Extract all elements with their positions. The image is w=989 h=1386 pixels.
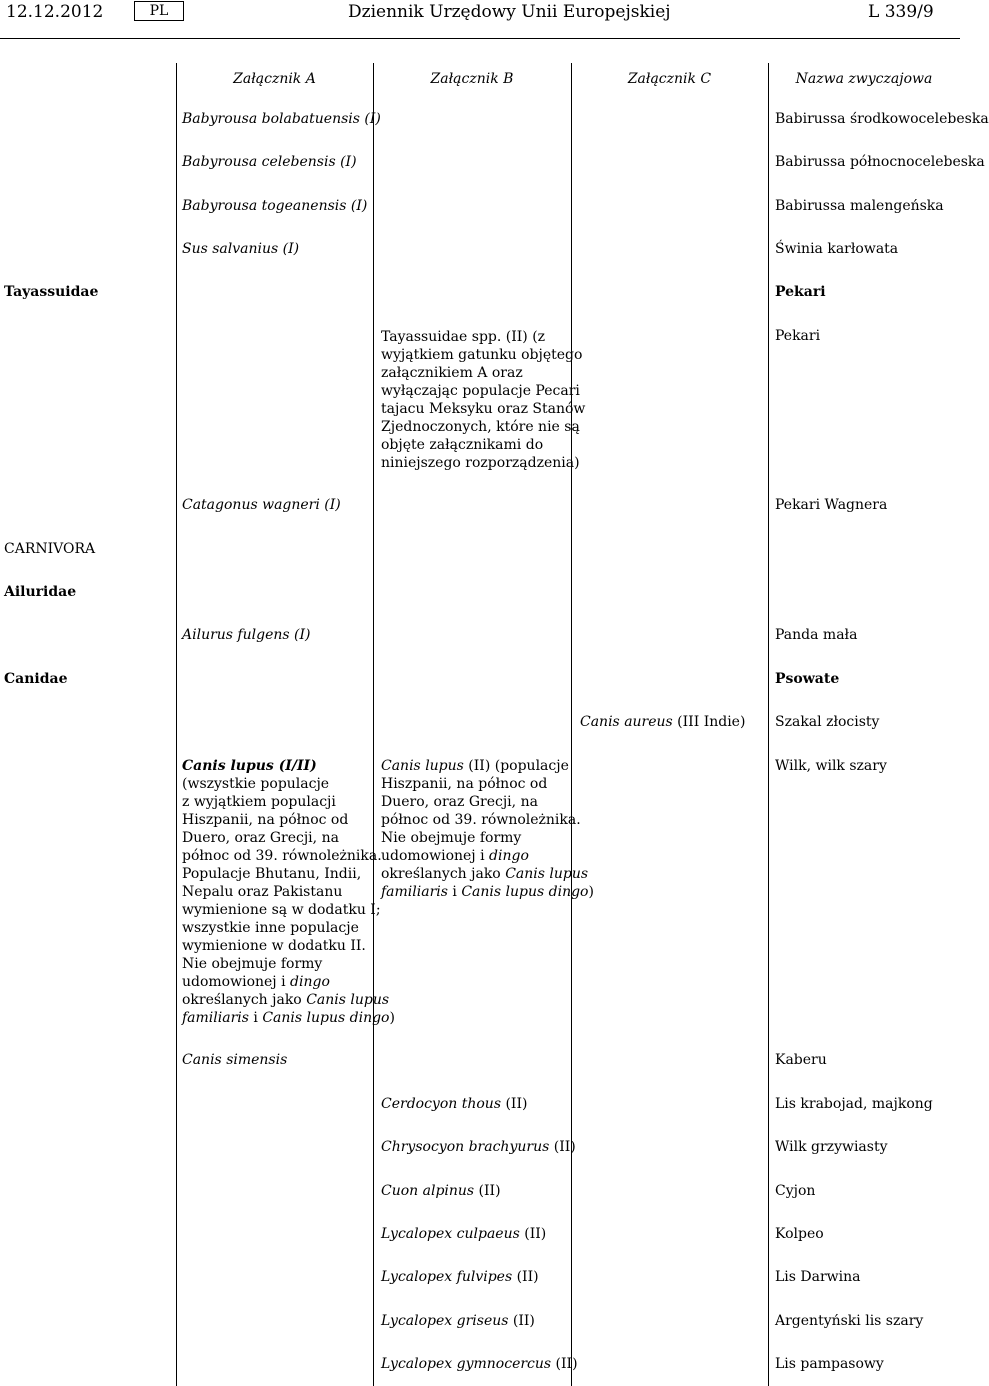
common-name: Wilk grzywiasty xyxy=(775,1139,888,1155)
entry-title: Canis lupus (I/II) xyxy=(182,758,317,774)
column-divider xyxy=(176,63,177,1386)
text-line: (wszystkie populacje xyxy=(182,776,330,792)
annex-b-entry: Lycalopex culpaeus (II) xyxy=(381,1226,547,1242)
common-name: Kolpeo xyxy=(775,1226,824,1242)
page-header xyxy=(0,0,960,30)
language-badge: PL xyxy=(134,1,184,21)
text-line: Duero, oraz Grecji, na xyxy=(182,830,339,846)
annex-a-entry: Canis simensis xyxy=(182,1052,288,1068)
text-line: północ od 39. równoleżnika. xyxy=(381,812,581,828)
text-line: Zjednoczonych, które nie są xyxy=(381,419,580,435)
family-heading: Canidae xyxy=(4,671,68,687)
text-line: wyjątkiem gatunku objętego xyxy=(381,347,583,363)
common-name: Babirussa środkowocelebeska xyxy=(775,111,989,127)
common-name: Babirussa malengeńska xyxy=(775,198,944,214)
text-line: tajacu Meksyku oraz Stanów xyxy=(381,401,586,417)
annex-a-entry: Babyrousa togeanensis (I) xyxy=(182,198,368,214)
common-name: Cyjon xyxy=(775,1183,816,1199)
common-name: Wilk, wilk szary xyxy=(775,758,887,774)
annex-b-entry-canis-lupus xyxy=(381,757,594,901)
annex-a-entry: Babyrousa bolabatuensis (I) xyxy=(182,111,381,127)
text-line: niniejszego rozporządzenia) xyxy=(381,455,580,471)
family-common-name: Psowate xyxy=(775,671,840,687)
text-line: objęte załącznikami do xyxy=(381,437,544,453)
order-heading: CARNIVORA xyxy=(4,541,96,557)
family-common-name: Pekari xyxy=(775,284,826,300)
annex-c-entry xyxy=(580,713,745,731)
header-rule xyxy=(0,38,960,39)
text-line: określanych jako Canis lupus xyxy=(381,866,589,882)
text-line: określanych jako Canis lupus xyxy=(182,992,390,1008)
annex-b-entry: Chrysocyon brachyurus (II) xyxy=(381,1139,576,1155)
text-line: wymienione są w dodatku I; xyxy=(182,902,381,918)
column-divider xyxy=(571,63,572,1386)
page-reference: L 339/9 xyxy=(868,2,934,22)
text-line: Duero, oraz Grecji, na xyxy=(381,794,538,810)
common-name: Babirussa północnocelebeska xyxy=(775,154,985,170)
text-line: wyłączając populacje Pecari xyxy=(381,383,580,399)
text-line: Nepalu oraz Pakistanu xyxy=(182,884,343,900)
text-line: załącznikiem A oraz xyxy=(381,365,523,381)
annex-b-entry: Lycalopex gymnocercus (II) xyxy=(381,1356,578,1372)
column-divider xyxy=(768,63,769,1386)
text-line: Canis lupus (II) (populacje xyxy=(381,758,569,774)
journal-title: Dziennik Urzędowy Unii Europejskiej xyxy=(348,2,671,22)
text-line: Nie obejmuje formy xyxy=(182,956,323,972)
text-line: familiaris i Canis lupus dingo) xyxy=(182,1010,395,1026)
common-name: Argentyński lis szary xyxy=(775,1313,924,1329)
column-header-annex-a: Załącznik A xyxy=(233,71,316,87)
annex-c-entry-text: Canis aureus (III Indie) xyxy=(580,714,746,730)
annex-b-entry: Cuon alpinus (II) xyxy=(381,1183,501,1199)
common-name: Lis Darwina xyxy=(775,1269,861,1285)
common-name: Świnia karłowata xyxy=(775,241,899,257)
common-name: Pekari xyxy=(775,328,821,344)
publication-date: 12.12.2012 xyxy=(6,2,104,22)
common-name: Lis krabojad, majkong xyxy=(775,1096,933,1112)
common-name: Panda mała xyxy=(775,627,858,643)
column-header-common-name: Nazwa zwyczajowa xyxy=(795,71,933,87)
annex-a-entry: Catagonus wagneri (I) xyxy=(182,497,341,513)
annex-b-entry: Lycalopex griseus (II) xyxy=(381,1313,535,1329)
text-line: Tayassuidae spp. (II) (z xyxy=(381,329,546,345)
annex-b-entry: Lycalopex fulvipes (II) xyxy=(381,1269,539,1285)
text-line: wymienione w dodatku II. xyxy=(182,938,366,954)
text-line: wszystkie inne populacje xyxy=(182,920,359,936)
common-name: Lis pampasowy xyxy=(775,1356,884,1372)
text-line: udomowionej i dingo xyxy=(381,848,529,864)
common-name: Szakal złocisty xyxy=(775,714,880,730)
column-header-annex-c: Załącznik C xyxy=(627,71,712,87)
annex-b-entry: Cerdocyon thous (II) xyxy=(381,1096,528,1112)
family-heading: Ailuridae xyxy=(4,584,77,600)
text-line: północ od 39. równoleżnika. xyxy=(182,848,382,864)
text-line: Nie obejmuje formy xyxy=(381,830,522,846)
annex-a-entry-canis-lupus xyxy=(182,757,395,1027)
text-line: Populacje Bhutanu, Indii, xyxy=(182,866,362,882)
common-name: Kaberu xyxy=(775,1052,827,1068)
column-divider xyxy=(373,63,374,1386)
annex-b-entry-tayassuidae xyxy=(381,328,585,472)
column-header-annex-b: Załącznik B xyxy=(430,71,514,87)
common-name: Pekari Wagnera xyxy=(775,497,888,513)
annex-a-entry: Sus salvanius (I) xyxy=(182,241,300,257)
annex-a-entry: Ailurus fulgens (I) xyxy=(182,627,311,643)
family-heading: Tayassuidae xyxy=(4,284,99,300)
text-line: familiaris i Canis lupus dingo) xyxy=(381,884,594,900)
text-line: z wyjątkiem populacji xyxy=(182,794,336,810)
annex-a-entry: Babyrousa celebensis (I) xyxy=(182,154,357,170)
text-line: Hiszpanii, na północ od xyxy=(182,812,349,828)
text-line: udomowionej i dingo xyxy=(182,974,330,990)
text-line: Hiszpanii, na północ od xyxy=(381,776,548,792)
